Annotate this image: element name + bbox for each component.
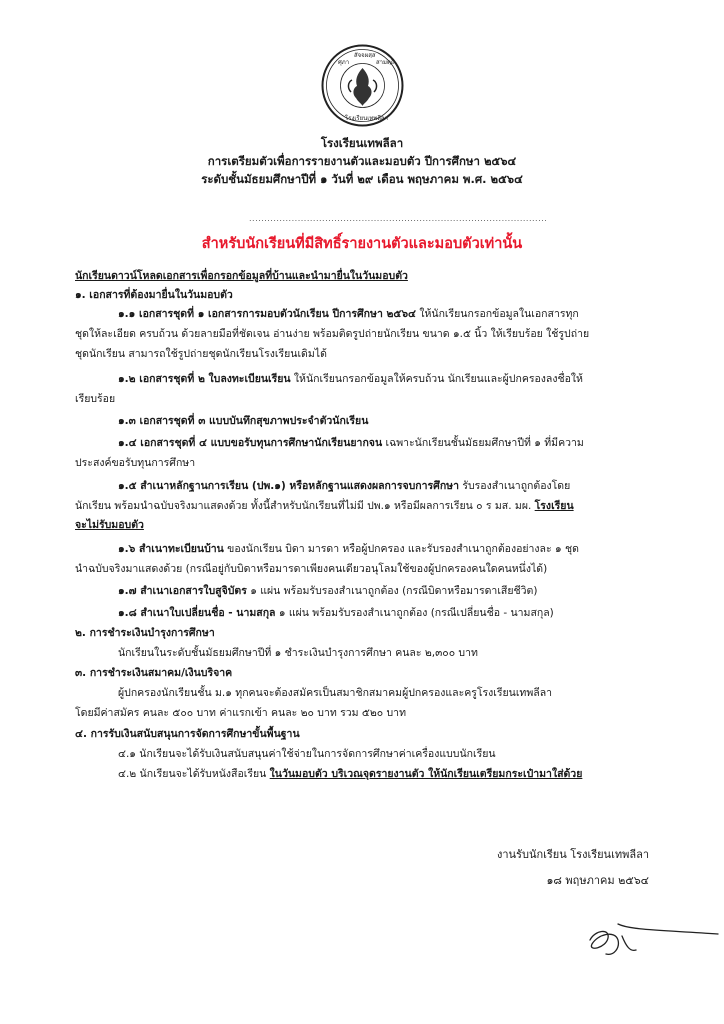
signature-office: งานรับนักเรียน โรงเรียนเทพลีลา — [496, 848, 649, 861]
section-2-heading: ๒. การชำระเงินบำรุงการศึกษา — [75, 627, 215, 639]
section-3-line2: โดยมีค่าสมัคร คนละ ๕๐๐ บาท ค่าแรกเข้า คนละ ๒๐ บาท รวม ๕๒๐ บาท — [75, 707, 406, 719]
item-1-4-title: ๑.๔ เอกสารชุดที่ ๔ แบบขอรับทุนการศึกษานักเรียนยากจน — [118, 437, 383, 449]
item-1-4-text: เฉพาะนักเรียนชั้นมัธยมศึกษาปีที่ ๑ ที่มีความ — [382, 437, 584, 449]
item-1-4-line2: ประสงค์ขอรับทุนการศึกษา — [75, 457, 196, 469]
item-1-5-title: ๑.๕ สำเนาหลักฐานการเรียน (ปพ.๑) หรือหลักฐานแสดงผลการจบการศึกษา — [118, 480, 460, 492]
item-1-7-title: ๑.๗ สำเนาเอกสารใบสูจิบัตร — [118, 585, 247, 597]
section-4-heading: ๔. การรับเงินสนับสนุนการจัดการศึกษาขั้นพื้นฐาน — [75, 728, 300, 740]
item-1-8-text: ๑ แผ่น พร้อมรับรองสำเนาถูกต้อง (กรณีเปลี่ยนชื่อ - นามสกุล) — [275, 607, 554, 619]
item-1-3: ๑.๓ เอกสารชุดที่ ๓ แบบบันทึกสุขภาพประจำตัวนักเรียน — [118, 415, 369, 427]
item-1-5-line2 — [75, 498, 574, 514]
section-2-text: นักเรียนในระดับชั้นมัธยมศึกษาปีที่ ๑ ชำระเงินบำรุงการศึกษา คนละ ๒,๓๐๐ บาท — [118, 647, 478, 659]
item-1-1-title: ๑.๑ เอกสารชุดที่ ๑ เอกสารการมอบตัวนักเรียน ปีการศึกษา ๒๕๖๔ — [118, 308, 416, 320]
item-1-6-text: ของนักเรียน บิดา มารดา หรือผู้ปกครอง และรับรองสำเนาถูกต้องอย่างละ ๑ ชุด — [223, 543, 579, 555]
seal-text-right: สามตฺถี — [376, 59, 395, 66]
section-3-text: ผู้ปกครองนักเรียนชั้น ม.๑ ทุกคนจะต้องสมัครเป็นสมาชิกสมาคมผู้ปกครองและครูโรงเรียนเทพลีลา — [118, 687, 553, 699]
item-1-2-title: ๑.๒ เอกสารชุดที่ ๒ ใบลงทะเบียนเรียน — [118, 373, 291, 385]
item-1-6 — [118, 541, 579, 557]
item-1-8 — [118, 605, 554, 621]
item-1-5 — [118, 478, 570, 494]
item-1-2-line2: เรียบร้อย — [75, 393, 116, 405]
seal-text-mid: สัจจผสฺส — [354, 52, 376, 59]
school-seal-icon — [321, 44, 404, 127]
item-4-2-emphasis: ในวันมอบตัว บริเวณจุดรายงานตัว ให้นักเรียนเตรียมกระเป๋ามาใส่ด้วย — [269, 768, 583, 780]
section-1-heading: ๑. เอกสารที่ต้องมายื่นในวันมอบตัว — [75, 289, 233, 301]
school-name: โรงเรียนเทพลีลา — [320, 136, 404, 150]
item-1-6-title: ๑.๖ สำเนาทะเบียนบ้าน — [118, 543, 224, 555]
item-1-6-line2: นำฉบับจริงมาแสดงด้วย (กรณีอยู่กับบิดาหรือมารดาเพียงคนเดียวอนุโลมใช้ของผู้ปกครองคนใดคนหนึ่งได้) — [75, 563, 548, 575]
section-3-heading: ๓. การชำระเงินสมาคม/เงินบริจาค — [75, 667, 233, 679]
item-1-8-title: ๑.๘ สำเนาใบเปลี่ยนชื่อ - นามสกุล — [118, 607, 276, 619]
item-4-2 — [118, 766, 582, 782]
item-4-2-text: ๔.๒ นักเรียนจะได้รับหนังสือเรียน — [118, 768, 270, 780]
seal-text-bottom: โรงเรียนเทพลีลา — [345, 115, 388, 122]
item-1-5-warning: โรงเรียน — [534, 500, 574, 512]
intro-heading: นักเรียนดาวน์โหลดเอกสารเพื่อกรอกข้อมูลที่บ้านและนำมายื่นในวันมอบตัว — [75, 270, 408, 282]
item-1-7 — [118, 583, 537, 599]
dotted-divider: .................................................................................................. — [249, 214, 548, 223]
item-1-1 — [118, 306, 579, 322]
item-1-7-text: ๑ แผ่น พร้อมรับรองสำเนาถูกต้อง (กรณีบิดาหรือมารดาเสียชีวิต) — [246, 585, 538, 597]
item-4-1: ๔.๑ นักเรียนจะได้รับเงินสนับสนุนค่าใช้จ่ายในการจัดการศึกษาค่าเครื่องแบบนักเรียน — [118, 748, 496, 760]
item-1-2-text: ให้นักเรียนกรอกข้อมูลให้ครบถ้วน นักเรียนและผู้ปกครองลงชื่อให้ — [290, 373, 583, 385]
item-1-5-text: รับรองสำเนาถูกต้องโดย — [459, 480, 571, 492]
item-1-2 — [118, 371, 583, 387]
document-title: การเตรียมตัวเพื่อการรายงานตัวและมอบตัว ปีการศึกษา ๒๕๖๔ — [207, 154, 517, 168]
signature-date: ๑๘ พฤษภาคม ๒๕๖๔ — [546, 874, 649, 887]
document-subtitle: ระดับชั้นมัธยมศึกษาปีที่ ๑ วันที่ ๒๙ เดือน พฤษภาคม พ.ศ. ๒๕๖๔ — [201, 172, 523, 186]
eligibility-notice: สำหรับนักเรียนที่มีสิทธิ์รายงานตัวและมอบตัวเท่านั้น — [201, 236, 523, 252]
item-1-1-line2: ชุดให้ละเอียด ครบถ้วน ด้วยลายมือที่ชัดเจน อ่านง่าย พร้อมติดรูปถ่ายนักเรียน ขนาด ๑.๕ นิ้ว ให้เรียบร้อย ใช้รูปถ่าย — [75, 328, 590, 340]
seal-text-left: ศุภา — [338, 59, 350, 66]
item-1-5-line2-text: นักเรียน พร้อมนำฉบับจริงมาแสดงด้วย ทั้งนี้สำหรับนักเรียนที่ไม่มี ปพ.๑ หรือมีผลการเรียน ๐ ร มส. มผ. — [75, 500, 535, 512]
item-1-4 — [118, 435, 584, 451]
item-1-1-line3: ชุดนักเรียน สามารถใช้รูปถ่ายชุดนักเรียนโรงเรียนเดิมได้ — [75, 348, 327, 360]
handwritten-signature — [570, 900, 720, 970]
item-1-5-warning-line2: จะไม่รับมอบตัว — [75, 519, 144, 531]
item-1-1-text: ให้นักเรียนกรอกข้อมูลในเอกสารทุก — [416, 308, 579, 320]
